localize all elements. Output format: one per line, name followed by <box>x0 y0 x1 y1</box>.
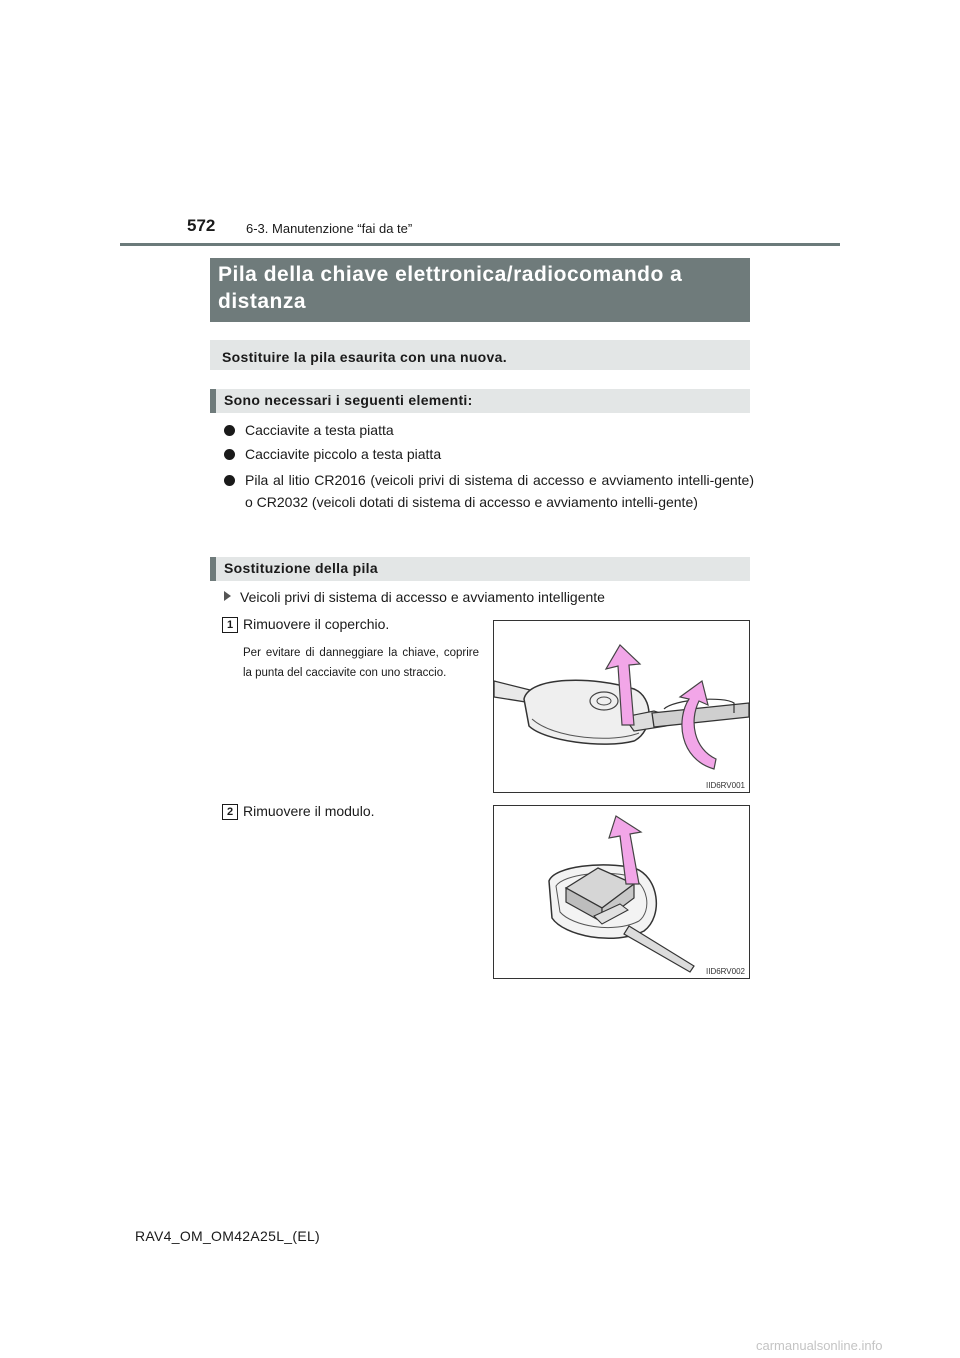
rotate-arrow-icon <box>680 681 716 769</box>
intro-box: Sostituire la pila esaurita con una nuova. <box>210 340 750 370</box>
list-item <box>224 420 754 441</box>
triangle-icon <box>224 591 231 601</box>
figure-code: IID6RV002 <box>706 967 745 976</box>
page-number: 572 <box>187 216 216 235</box>
list-item-text: Cacciavite a testa piatta <box>245 422 394 438</box>
replace-heading: Sostituzione della pila <box>210 557 750 581</box>
step-number: 2 <box>222 804 238 820</box>
figure-key-cover <box>493 620 750 793</box>
bullet-icon <box>224 475 235 486</box>
key-cover-illustration <box>494 621 749 792</box>
list-item-text: Cacciavite piccolo a testa piatta <box>245 446 442 462</box>
document-code: RAV4_OM_OM42A25L_(EL) <box>135 1228 321 1244</box>
items-heading: Sono necessari i seguenti elementi: <box>210 389 750 413</box>
figure-code: IID6RV001 <box>706 781 745 790</box>
figure-key-module <box>493 805 750 979</box>
vehicle-type-row <box>224 589 605 605</box>
page-title: Pila della chiave elettronica/radiocomando a distanza <box>210 258 750 322</box>
section-label: 6-3. Manutenzione “fai da te” <box>246 221 413 236</box>
key-module-illustration <box>494 806 749 978</box>
step-note: Per evitare di danneggiare la chiave, coprire la punta del cacciavite con uno straccio. <box>243 647 479 679</box>
watermark: carmanualsonline.info <box>756 1338 883 1353</box>
bullet-icon <box>224 425 235 436</box>
list-item <box>224 470 754 513</box>
list-item-text: Pila al litio CR2016 (veicoli privi di sistema di accesso e avviamento intelli-gente) o CR2032 (veicoli dotati di sistema di accesso e avviamento intelli-gente) <box>245 472 754 510</box>
vehicle-type-text: Veicoli privi di sistema di accesso e avviamento intelligente <box>240 589 605 605</box>
step-text: Rimuovere il coperchio. <box>243 616 390 632</box>
step-text: Rimuovere il modulo. <box>243 803 375 819</box>
list-item <box>224 444 754 465</box>
header-rule <box>120 243 840 246</box>
bullet-icon <box>224 449 235 460</box>
step-number: 1 <box>222 617 238 633</box>
